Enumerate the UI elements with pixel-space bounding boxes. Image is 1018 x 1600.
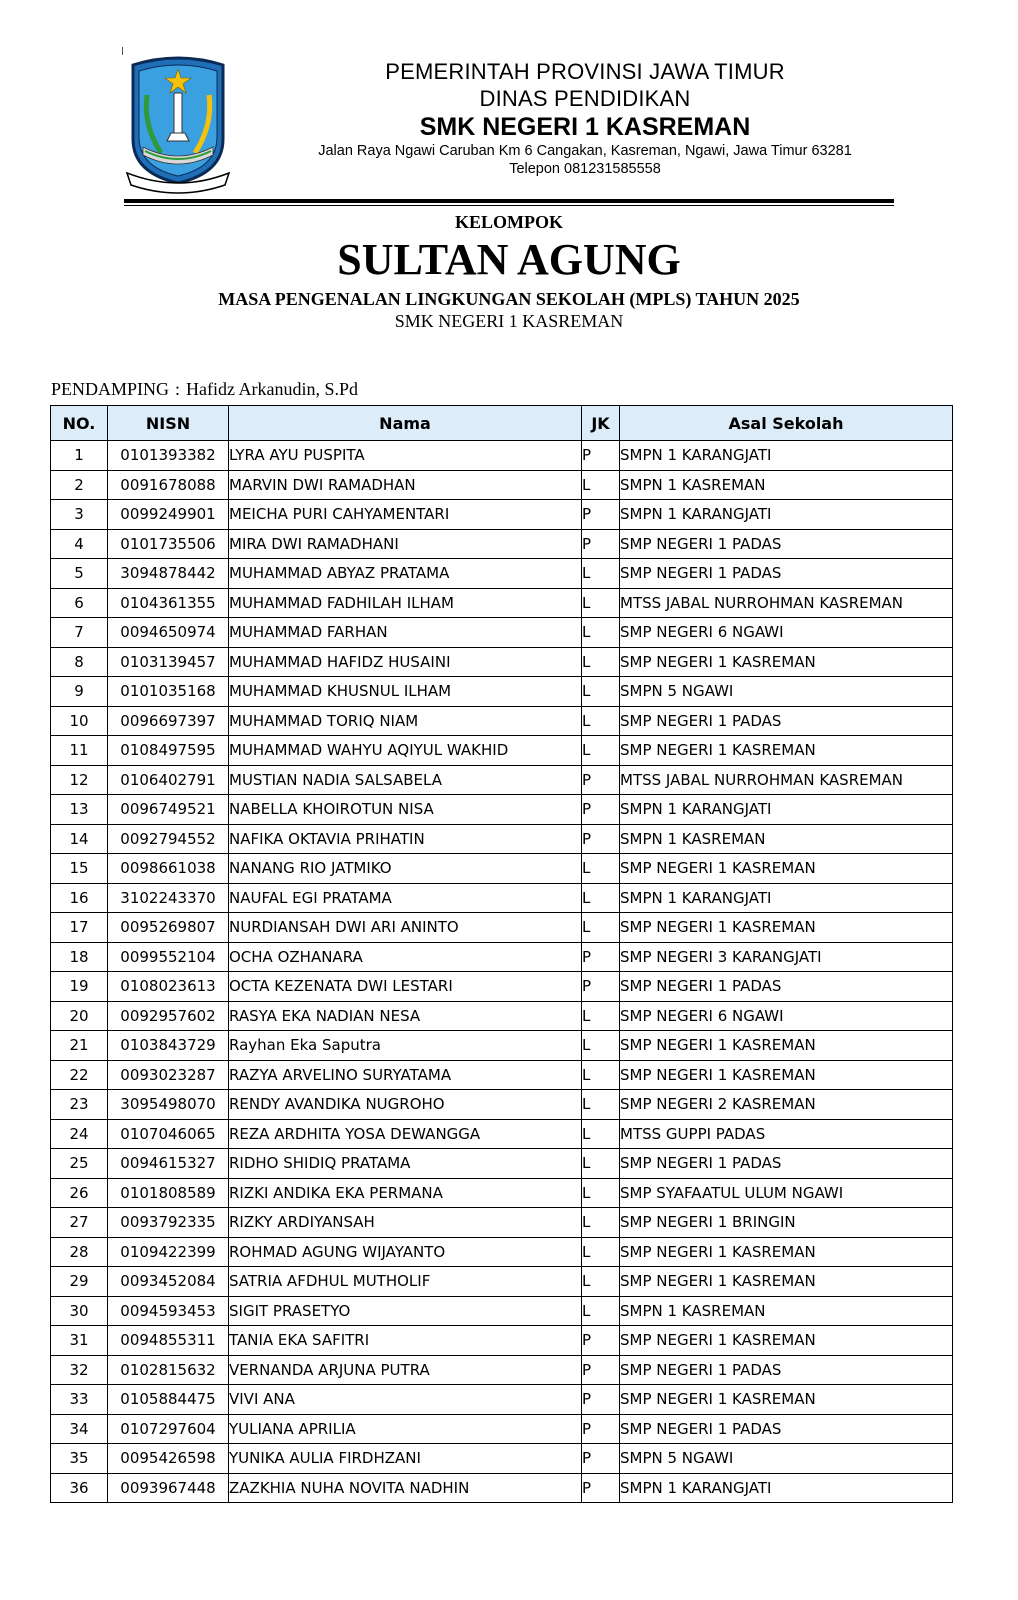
cell-asal-sekolah: SMPN 1 KARANGJATI: [620, 883, 953, 913]
cell-no: 22: [51, 1060, 108, 1090]
cell-nama: MUHAMMAD WAHYU AQIYUL WAKHID: [229, 736, 582, 766]
cell-jk: P: [582, 441, 620, 471]
cell-nisn: 0094615327: [108, 1149, 229, 1179]
cell-asal-sekolah: MTSS JABAL NURROHMAN KASREMAN: [620, 765, 953, 795]
table-row: [51, 1444, 953, 1474]
cell-asal-sekolah: SMP NEGERI 2 KASREMAN: [620, 1090, 953, 1120]
cell-nisn: 0101393382: [108, 441, 229, 471]
cell-no: 31: [51, 1326, 108, 1356]
pendamping-separator: :: [175, 379, 181, 399]
cell-no: 23: [51, 1090, 108, 1120]
table-row: [51, 942, 953, 972]
cell-nisn: 0099249901: [108, 500, 229, 530]
cell-asal-sekolah: SMP NEGERI 1 PADAS: [620, 706, 953, 736]
cell-nama: MEICHA PURI CAHYAMENTARI: [229, 500, 582, 530]
cell-no: 14: [51, 824, 108, 854]
cell-nama: NURDIANSAH DWI ARI ANINTO: [229, 913, 582, 943]
cell-nisn: 0091678088: [108, 470, 229, 500]
table-row: [51, 913, 953, 943]
table-row: [51, 441, 953, 471]
cell-no: 18: [51, 942, 108, 972]
cell-jk: L: [582, 706, 620, 736]
table-row: [51, 883, 953, 913]
cell-jk: L: [582, 1208, 620, 1238]
cell-nisn: 0094650974: [108, 618, 229, 648]
cell-nama: MUHAMMAD ABYAZ PRATAMA: [229, 559, 582, 589]
table-row: [51, 1237, 953, 1267]
cell-asal-sekolah: SMPN 1 KARANGJATI: [620, 795, 953, 825]
cell-asal-sekolah: MTSS JABAL NURROHMAN KASREMAN: [620, 588, 953, 618]
cell-nama: OCTA KEZENATA DWI LESTARI: [229, 972, 582, 1002]
cell-no: 8: [51, 647, 108, 677]
cell-nama: SATRIA AFDHUL MUTHOLIF: [229, 1267, 582, 1297]
table-row: [51, 470, 953, 500]
cell-asal-sekolah: SMP NEGERI 1 PADAS: [620, 972, 953, 1002]
table-row: [51, 1090, 953, 1120]
header-nisn: NISN: [108, 406, 229, 441]
student-table: [50, 405, 953, 1503]
cell-asal-sekolah: MTSS GUPPI PADAS: [620, 1119, 953, 1149]
cell-no: 32: [51, 1355, 108, 1385]
event-school: SMK NEGERI 1 KASREMAN: [394, 311, 624, 331]
table-body: [51, 441, 953, 1503]
cell-nisn: 0093967448: [108, 1473, 229, 1503]
cell-asal-sekolah: SMP NEGERI 1 PADAS: [620, 559, 953, 589]
cell-nama: OCHA OZHANARA: [229, 942, 582, 972]
table-row: [51, 559, 953, 589]
cell-no: 34: [51, 1414, 108, 1444]
pendamping-name: Hafidz Arkanudin, S.Pd: [186, 379, 359, 399]
government-line: PEMERINTAH PROVINSI JAWA TIMUR: [385, 59, 785, 84]
cell-nisn: 3095498070: [108, 1090, 229, 1120]
cell-no: 35: [51, 1444, 108, 1474]
cell-nisn: 0107046065: [108, 1119, 229, 1149]
cell-jk: L: [582, 647, 620, 677]
table-row: [51, 1267, 953, 1297]
cell-nama: LYRA AYU PUSPITA: [229, 441, 582, 471]
cell-asal-sekolah: SMP SYAFAATUL ULUM NGAWI: [620, 1178, 953, 1208]
cell-nisn: 0102815632: [108, 1355, 229, 1385]
cell-nama: MUHAMMAD KHUSNUL ILHAM: [229, 677, 582, 707]
cell-no: 5: [51, 559, 108, 589]
table-row: [51, 824, 953, 854]
document-title: [0, 211, 1018, 332]
cell-nama: MIRA DWI RAMADHANI: [229, 529, 582, 559]
table-row: [51, 1355, 953, 1385]
margin-tick: [122, 47, 123, 55]
cell-jk: P: [582, 824, 620, 854]
cell-asal-sekolah: SMP NEGERI 1 KASREMAN: [620, 913, 953, 943]
cell-nisn: 0093792335: [108, 1208, 229, 1238]
table-row: [51, 1119, 953, 1149]
cell-nisn: 3094878442: [108, 559, 229, 589]
school-address: Jalan Raya Ngawi Caruban Km 6 Cangakan, Kasreman, Ngawi, Jawa Timur 63281: [318, 143, 852, 159]
cell-asal-sekolah: SMP NEGERI 1 KASREMAN: [620, 1060, 953, 1090]
cell-asal-sekolah: SMP NEGERI 1 KASREMAN: [620, 1031, 953, 1061]
cell-no: 25: [51, 1149, 108, 1179]
cell-nisn: 0108497595: [108, 736, 229, 766]
cell-no: 15: [51, 854, 108, 884]
cell-nama: VERNANDA ARJUNA PUTRA: [229, 1355, 582, 1385]
cell-jk: L: [582, 677, 620, 707]
cell-jk: L: [582, 470, 620, 500]
table-row: [51, 706, 953, 736]
cell-asal-sekolah: SMP NEGERI 1 KASREMAN: [620, 1326, 953, 1356]
cell-jk: P: [582, 942, 620, 972]
cell-nisn: 0099552104: [108, 942, 229, 972]
cell-jk: L: [582, 1237, 620, 1267]
cell-asal-sekolah: SMP NEGERI 1 BRINGIN: [620, 1208, 953, 1238]
cell-asal-sekolah: SMPN 5 NGAWI: [620, 677, 953, 707]
cell-jk: L: [582, 588, 620, 618]
header-jk: JK: [582, 406, 620, 441]
cell-jk: P: [582, 795, 620, 825]
cell-no: 21: [51, 1031, 108, 1061]
cell-nisn: 0105884475: [108, 1385, 229, 1415]
cell-asal-sekolah: SMP NEGERI 1 KASREMAN: [620, 1385, 953, 1415]
cell-nama: RAZYA ARVELINO SURYATAMA: [229, 1060, 582, 1090]
cell-asal-sekolah: SMPN 1 KASREMAN: [620, 470, 953, 500]
cell-no: 13: [51, 795, 108, 825]
cell-nisn: 0096749521: [108, 795, 229, 825]
school-name: SMK NEGERI 1 KASREMAN: [419, 113, 751, 141]
header-asal-sekolah: Asal Sekolah: [620, 406, 953, 441]
cell-jk: P: [582, 1355, 620, 1385]
cell-no: 12: [51, 765, 108, 795]
header-no: NO.: [51, 406, 108, 441]
cell-nisn: 0101735506: [108, 529, 229, 559]
cell-nama: MUHAMMAD FARHAN: [229, 618, 582, 648]
cell-asal-sekolah: SMPN 5 NGAWI: [620, 1444, 953, 1474]
table-row: [51, 1326, 953, 1356]
cell-nisn: 0103843729: [108, 1031, 229, 1061]
cell-nisn: 0093023287: [108, 1060, 229, 1090]
cell-asal-sekolah: SMP NEGERI 6 NGAWI: [620, 1001, 953, 1031]
table-row: [51, 972, 953, 1002]
header-row: [51, 406, 953, 441]
cell-asal-sekolah: SMP NEGERI 1 KASREMAN: [620, 854, 953, 884]
cell-no: 30: [51, 1296, 108, 1326]
cell-asal-sekolah: SMP NEGERI 1 PADAS: [620, 529, 953, 559]
cell-nisn: 0096697397: [108, 706, 229, 736]
cell-asal-sekolah: SMP NEGERI 1 PADAS: [620, 1149, 953, 1179]
cell-no: 3: [51, 500, 108, 530]
cell-nama: RIDHO SHIDIQ PRATAMA: [229, 1149, 582, 1179]
event-title: MASA PENGENALAN LINGKUNGAN SEKOLAH (MPLS) TAHUN 2025: [218, 289, 800, 309]
table-row: [51, 1149, 953, 1179]
cell-nisn: 0101035168: [108, 677, 229, 707]
cell-no: 27: [51, 1208, 108, 1238]
pendamping-line: [51, 379, 358, 400]
cell-no: 33: [51, 1385, 108, 1415]
cell-jk: L: [582, 913, 620, 943]
cell-jk: L: [582, 618, 620, 648]
cell-no: 20: [51, 1001, 108, 1031]
table-row: [51, 1296, 953, 1326]
table-row: [51, 1001, 953, 1031]
cell-nisn: 0095269807: [108, 913, 229, 943]
cell-nama: RIZKI ANDIKA EKA PERMANA: [229, 1178, 582, 1208]
cell-asal-sekolah: SMP NEGERI 1 PADAS: [620, 1355, 953, 1385]
cell-nama: REZA ARDHITA YOSA DEWANGGA: [229, 1119, 582, 1149]
cell-nama: MUHAMMAD FADHILAH ILHAM: [229, 588, 582, 618]
table-row: [51, 588, 953, 618]
table-row: [51, 854, 953, 884]
cell-asal-sekolah: SMP NEGERI 1 KASREMAN: [620, 736, 953, 766]
cell-jk: L: [582, 1060, 620, 1090]
cell-asal-sekolah: SMPN 1 KARANGJATI: [620, 500, 953, 530]
cell-nisn: 0092794552: [108, 824, 229, 854]
cell-no: 1: [51, 441, 108, 471]
cell-no: 16: [51, 883, 108, 913]
cell-asal-sekolah: SMPN 1 KASREMAN: [620, 824, 953, 854]
cell-jk: L: [582, 1031, 620, 1061]
cell-nisn: 0094855311: [108, 1326, 229, 1356]
table-row: [51, 1473, 953, 1503]
table-row: [51, 736, 953, 766]
cell-jk: L: [582, 559, 620, 589]
cell-jk: L: [582, 1296, 620, 1326]
cell-nisn: 0101808589: [108, 1178, 229, 1208]
cell-nisn: 0108023613: [108, 972, 229, 1002]
cell-nama: MARVIN DWI RAMADHAN: [229, 470, 582, 500]
cell-asal-sekolah: SMP NEGERI 1 PADAS: [620, 1414, 953, 1444]
cell-jk: L: [582, 1267, 620, 1297]
cell-nisn: 0104361355: [108, 588, 229, 618]
cell-nama: NAFIKA OKTAVIA PRIHATIN: [229, 824, 582, 854]
cell-no: 2: [51, 470, 108, 500]
table-header: [51, 406, 953, 441]
cell-nama: NABELLA KHOIROTUN NISA: [229, 795, 582, 825]
cell-no: 19: [51, 972, 108, 1002]
cell-nama: RASYA EKA NADIAN NESA: [229, 1001, 582, 1031]
cell-jk: P: [582, 1385, 620, 1415]
cell-jk: L: [582, 1149, 620, 1179]
cell-no: 28: [51, 1237, 108, 1267]
cell-asal-sekolah: SMP NEGERI 1 KASREMAN: [620, 1237, 953, 1267]
cell-jk: P: [582, 765, 620, 795]
cell-nisn: 3102243370: [108, 883, 229, 913]
cell-nama: SIGIT PRASETYO: [229, 1296, 582, 1326]
cell-nisn: 0109422399: [108, 1237, 229, 1267]
cell-nama: Rayhan Eka Saputra: [229, 1031, 582, 1061]
table-row: [51, 1060, 953, 1090]
cell-no: 26: [51, 1178, 108, 1208]
cell-no: 24: [51, 1119, 108, 1149]
table-row: [51, 618, 953, 648]
cell-nama: NANANG RIO JATMIKO: [229, 854, 582, 884]
cell-jk: P: [582, 1444, 620, 1474]
cell-nisn: 0098661038: [108, 854, 229, 884]
cell-nisn: 0107297604: [108, 1414, 229, 1444]
cell-jk: L: [582, 883, 620, 913]
cell-asal-sekolah: SMP NEGERI 3 KARANGJATI: [620, 942, 953, 972]
letterhead-rule-thick: [124, 199, 894, 203]
header-nama: Nama: [229, 406, 582, 441]
table-row: [51, 529, 953, 559]
letterhead-rule-thin: [124, 205, 894, 206]
cell-nisn: 0103139457: [108, 647, 229, 677]
cell-no: 17: [51, 913, 108, 943]
cell-nama: YULIANA APRILIA: [229, 1414, 582, 1444]
cell-nama: VIVI ANA: [229, 1385, 582, 1415]
cell-nama: YUNIKA AULIA FIRDHZANI: [229, 1444, 582, 1474]
cell-no: 29: [51, 1267, 108, 1297]
table-row: [51, 1208, 953, 1238]
group-name: SULTAN AGUNG: [337, 235, 681, 284]
cell-asal-sekolah: SMPN 1 KARANGJATI: [620, 1473, 953, 1503]
table-row: [51, 1385, 953, 1415]
cell-asal-sekolah: SMP NEGERI 1 KASREMAN: [620, 1267, 953, 1297]
cell-no: 6: [51, 588, 108, 618]
cell-asal-sekolah: SMP NEGERI 1 KASREMAN: [620, 647, 953, 677]
cell-nama: RENDY AVANDIKA NUGROHO: [229, 1090, 582, 1120]
cell-jk: P: [582, 529, 620, 559]
table-row: [51, 1178, 953, 1208]
cell-no: 36: [51, 1473, 108, 1503]
cell-nama: MUSTIAN NADIA SALSABELA: [229, 765, 582, 795]
cell-no: 4: [51, 529, 108, 559]
cell-nama: ROHMAD AGUNG WIJAYANTO: [229, 1237, 582, 1267]
cell-asal-sekolah: SMP NEGERI 6 NGAWI: [620, 618, 953, 648]
cell-jk: L: [582, 736, 620, 766]
kelompok-label: KELOMPOK: [455, 212, 563, 232]
east-java-coat-of-arms-icon: [125, 55, 231, 195]
cell-jk: P: [582, 1414, 620, 1444]
cell-no: 11: [51, 736, 108, 766]
table-row: [51, 647, 953, 677]
cell-asal-sekolah: SMPN 1 KASREMAN: [620, 1296, 953, 1326]
department-line: DINAS PENDIDIKAN: [479, 86, 691, 111]
cell-nisn: 0093452084: [108, 1267, 229, 1297]
cell-jk: L: [582, 1119, 620, 1149]
cell-jk: P: [582, 500, 620, 530]
cell-jk: L: [582, 1090, 620, 1120]
table-row: [51, 795, 953, 825]
cell-no: 7: [51, 618, 108, 648]
cell-jk: P: [582, 972, 620, 1002]
letterhead-text: [260, 58, 910, 178]
cell-no: 9: [51, 677, 108, 707]
cell-asal-sekolah: SMPN 1 KARANGJATI: [620, 441, 953, 471]
cell-jk: L: [582, 1001, 620, 1031]
cell-nama: RIZKY ARDIYANSAH: [229, 1208, 582, 1238]
table-row: [51, 765, 953, 795]
table-row: [51, 1031, 953, 1061]
cell-no: 10: [51, 706, 108, 736]
cell-nama: MUHAMMAD HAFIDZ HUSAINI: [229, 647, 582, 677]
pendamping-label: PENDAMPING: [51, 379, 170, 399]
table-row: [51, 1414, 953, 1444]
cell-nama: ZAZKHIA NUHA NOVITA NADHIN: [229, 1473, 582, 1503]
table-row: [51, 677, 953, 707]
letterhead: [0, 0, 1018, 210]
cell-jk: L: [582, 854, 620, 884]
cell-jk: P: [582, 1473, 620, 1503]
cell-nama: TANIA EKA SAFITRI: [229, 1326, 582, 1356]
cell-nama: MUHAMMAD TORIQ NIAM: [229, 706, 582, 736]
cell-nisn: 0106402791: [108, 765, 229, 795]
cell-nisn: 0092957602: [108, 1001, 229, 1031]
table-row: [51, 500, 953, 530]
cell-jk: L: [582, 1178, 620, 1208]
cell-nisn: 0094593453: [108, 1296, 229, 1326]
cell-nisn: 0095426598: [108, 1444, 229, 1474]
cell-nama: NAUFAL EGI PRATAMA: [229, 883, 582, 913]
cell-jk: P: [582, 1326, 620, 1356]
school-phone: Telepon 081231585558: [509, 161, 661, 177]
